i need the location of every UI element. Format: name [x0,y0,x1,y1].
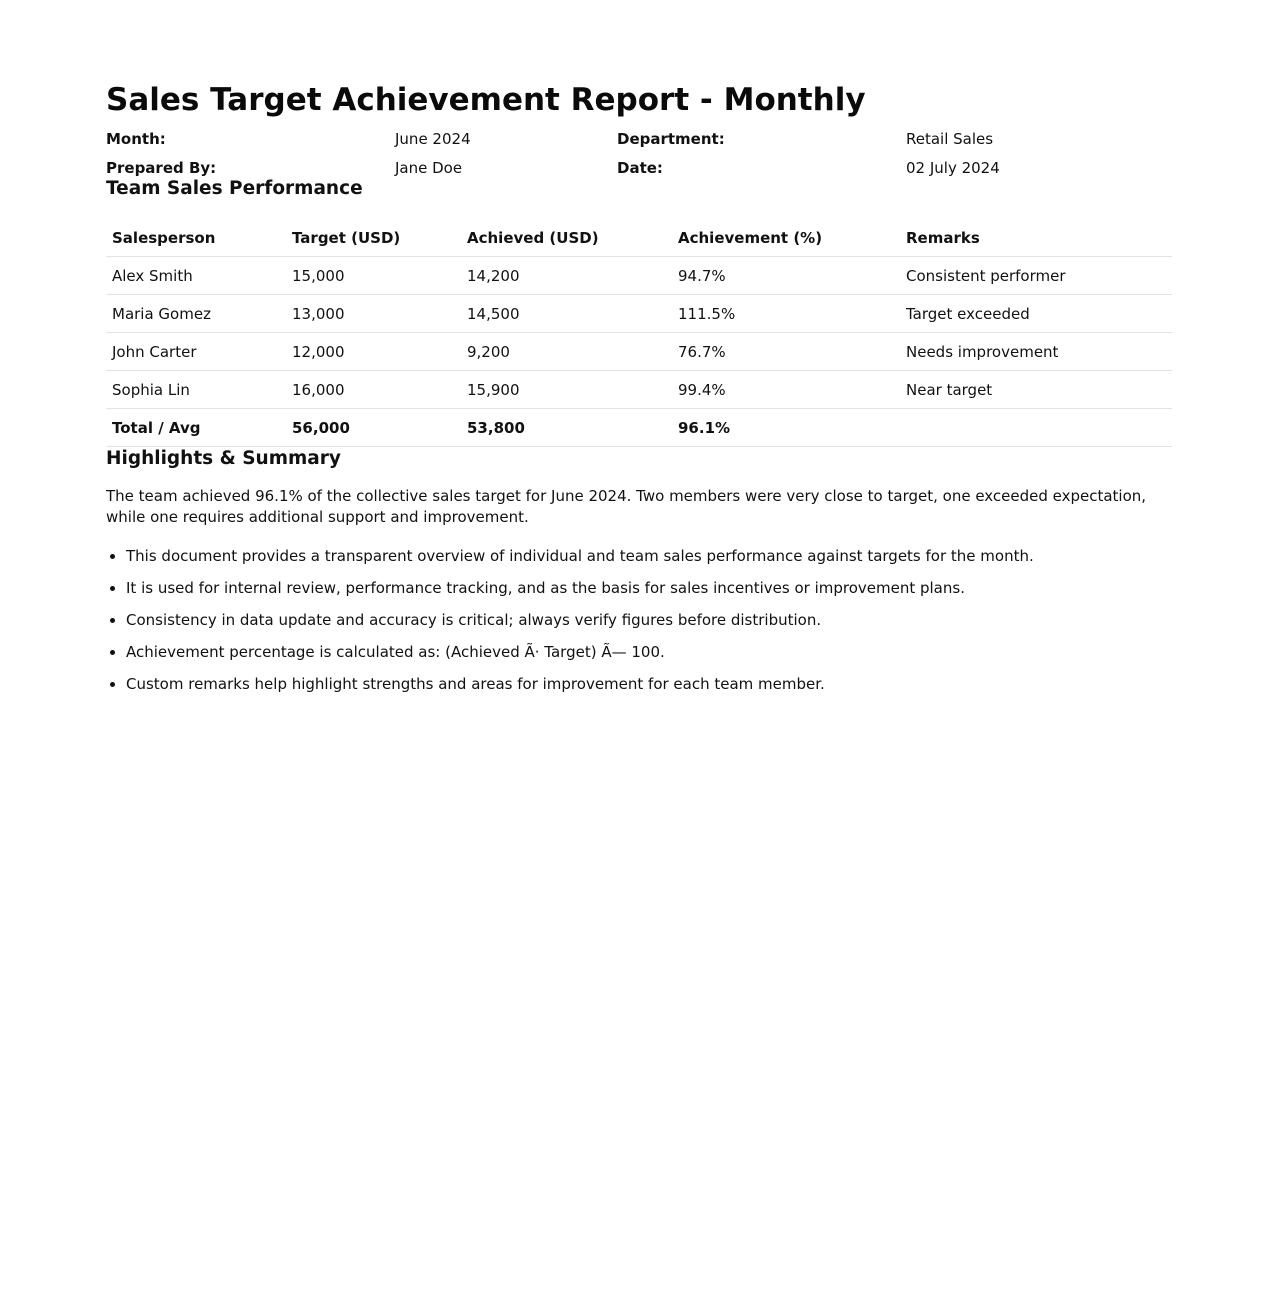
summary-paragraph: The team achieved 96.1% of the collective sales target for June 2024. Two members were very close to target, one exceeded expectation, while one requires additional support and improvement. [106,487,1147,526]
cell-achieved: 14,500 [461,295,672,333]
prepared-by-value: Jane Doe [395,159,463,177]
report-title: Sales Target Achievement Report - Monthly [106,82,866,118]
list-item: • Achievement percentage is calculated as: (Achieved Ã· Target) Ã— 100. [126,642,1172,662]
cell-achievement: 76.7% [672,333,900,371]
team-performance-title: Team Sales Performance [106,178,363,199]
summary-title: Highlights & Summary [106,448,341,469]
total-achievement: 96.1% [672,409,900,447]
date-label: Date: [617,159,663,177]
cell-remarks: Consistent performer [900,257,1172,295]
column-header-achieved: Achieved (USD) [461,220,672,257]
column-header-target: Target (USD) [286,220,461,257]
table-row [106,371,1172,409]
table-total-row [106,409,1172,447]
total-remarks [900,409,1172,447]
month-value: June 2024 [395,130,471,148]
cell-salesperson: Alex Smith [106,257,286,295]
total-target: 56,000 [286,409,461,447]
summary-bullet-list [106,546,1172,694]
cell-salesperson: Sophia Lin [106,371,286,409]
total-achieved: 53,800 [461,409,672,447]
total-label: Total / Avg [106,409,286,447]
cell-achieved: 15,900 [461,371,672,409]
date-value: 02 July 2024 [906,159,1000,177]
cell-achieved: 14,200 [461,257,672,295]
list-item: • It is used for internal review, performance tracking, and as the basis for sales incentives or improvement plans. [126,578,1172,598]
cell-target: 16,000 [286,371,461,409]
cell-achieved: 9,200 [461,333,672,371]
column-header-achievement: Achievement (%) [672,220,900,257]
cell-target: 15,000 [286,257,461,295]
list-item: • Consistency in data update and accuracy is critical; always verify figures before distribution. [126,610,1172,630]
report-meta [106,130,1172,177]
cell-salesperson: John Carter [106,333,286,371]
table-header-row [106,220,1172,257]
prepared-by-label: Prepared By: [106,159,217,177]
list-item: • Custom remarks help highlight strengths and areas for improvement for each team member. [126,674,1172,694]
team-performance-table [106,220,1172,447]
cell-target: 13,000 [286,295,461,333]
cell-achievement: 99.4% [672,371,900,409]
department-label: Department: [617,130,725,148]
table-row [106,295,1172,333]
cell-target: 12,000 [286,333,461,371]
table-row [106,257,1172,295]
cell-achievement: 94.7% [672,257,900,295]
column-header-salesperson: Salesperson [106,220,286,257]
cell-remarks: Near target [900,371,1172,409]
column-header-remarks: Remarks [900,220,1172,257]
department-value: Retail Sales [906,130,994,148]
table-row [106,333,1172,371]
cell-remarks: Target exceeded [900,295,1172,333]
list-item: • This document provides a transparent overview of individual and team sales performance against targets for the month. [126,546,1172,566]
cell-salesperson: Maria Gomez [106,295,286,333]
month-label: Month: [106,130,166,148]
cell-remarks: Needs improvement [900,333,1172,371]
cell-achievement: 111.5% [672,295,900,333]
